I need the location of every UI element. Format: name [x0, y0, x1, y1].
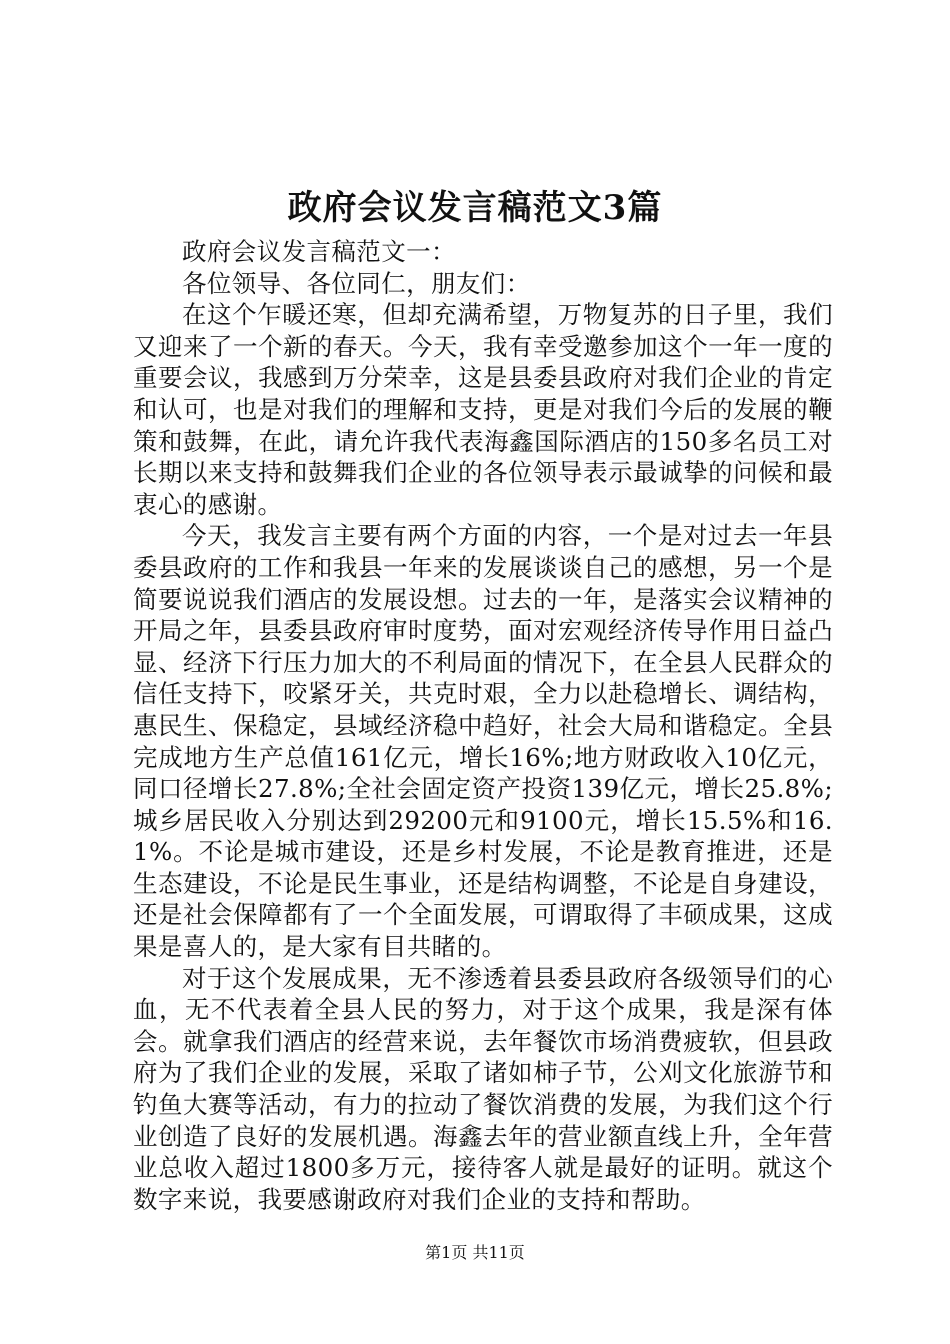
page-number-footer: 第1页 共11页: [425, 1243, 525, 1262]
paragraph-1: 在这个乍暖还寒，但却充满希望，万物复苏的日子里，我们又迎来了一个新的春天。今天，我有幸受邀参加这个一年一度的重要会议，我感到万分荣幸，这是县委县政府对我们企业的肯定和认可，也是对我们的理解和支持，更是对我们今后的发展的鞭策和鼓舞，在此，请允许我代表海鑫国际酒店的150多名员工对长期以来支持和鼓舞我们企业的各位领导表示最诚挚的问候和最衷心的感谢。: [133, 300, 833, 519]
paragraph-3: 对于这个发展成果，无不渗透着县委县政府各级领导们的心血，无不代表着全县人民的努力，对于这个成果，我是深有体会。就拿我们酒店的经营来说，去年餐饮市场消费疲软，但县政府为了我们企业的发展，采取了诸如柿子节，公刈文化旅游节和钓鱼大赛等活动，有力的拉动了餐饮消费的发展，为我们这个行业创造了良好的发展机遇。海鑫去年的营业额直线上升，全年营业总收入超过1800多万元，接待客人就是最好的证明。就这个数字来说，我要感谢政府对我们企业的支持和帮助。: [133, 963, 833, 1214]
paragraph-heading: 政府会议发言稿范文一：: [182, 237, 456, 266]
document-title: 政府会议发言稿范文3篇: [287, 188, 663, 228]
document-body: [133, 236, 833, 1215]
paragraph-salutation: 各位领导、各位同仁，朋友们：: [182, 268, 531, 298]
paragraph-2: 今天，我发言主要有两个方面的内容，一个是对过去一年县委县政府的工作和我县一年来的发展谈谈自己的感想，另一个是简要说说我们酒店的发展设想。过去的一年，是落实会议精神的开局之年，县委县政府审时度势，面对宏观经济传导作用日益凸显、经济下行压力加大的不利局面的情况下，在全县人民群众的信任支持下，咬紧牙关，共克时艰，全力以赴稳增长、调结构，惠民生、保稳定，县域经济稳中趋好，社会大局和谐稳定。全县完成地方生产总值161亿元，增长16%;地方财政收入10亿元，同口径增长27.8%;全社会固定资产投资139亿元，增长25.8%;城乡居民收入分别达到29200元和9100元，增长15.5%和16.1%。不论是城市建设，还是乡村发展，不论是教育推进，还是生态建设，不论是民生事业，还是结构调整，不论是自身建设，还是社会保障都有了一个全面发展，可谓取得了丰硕成果，这成果是喜人的，是大家有目共睹的。: [133, 521, 833, 962]
